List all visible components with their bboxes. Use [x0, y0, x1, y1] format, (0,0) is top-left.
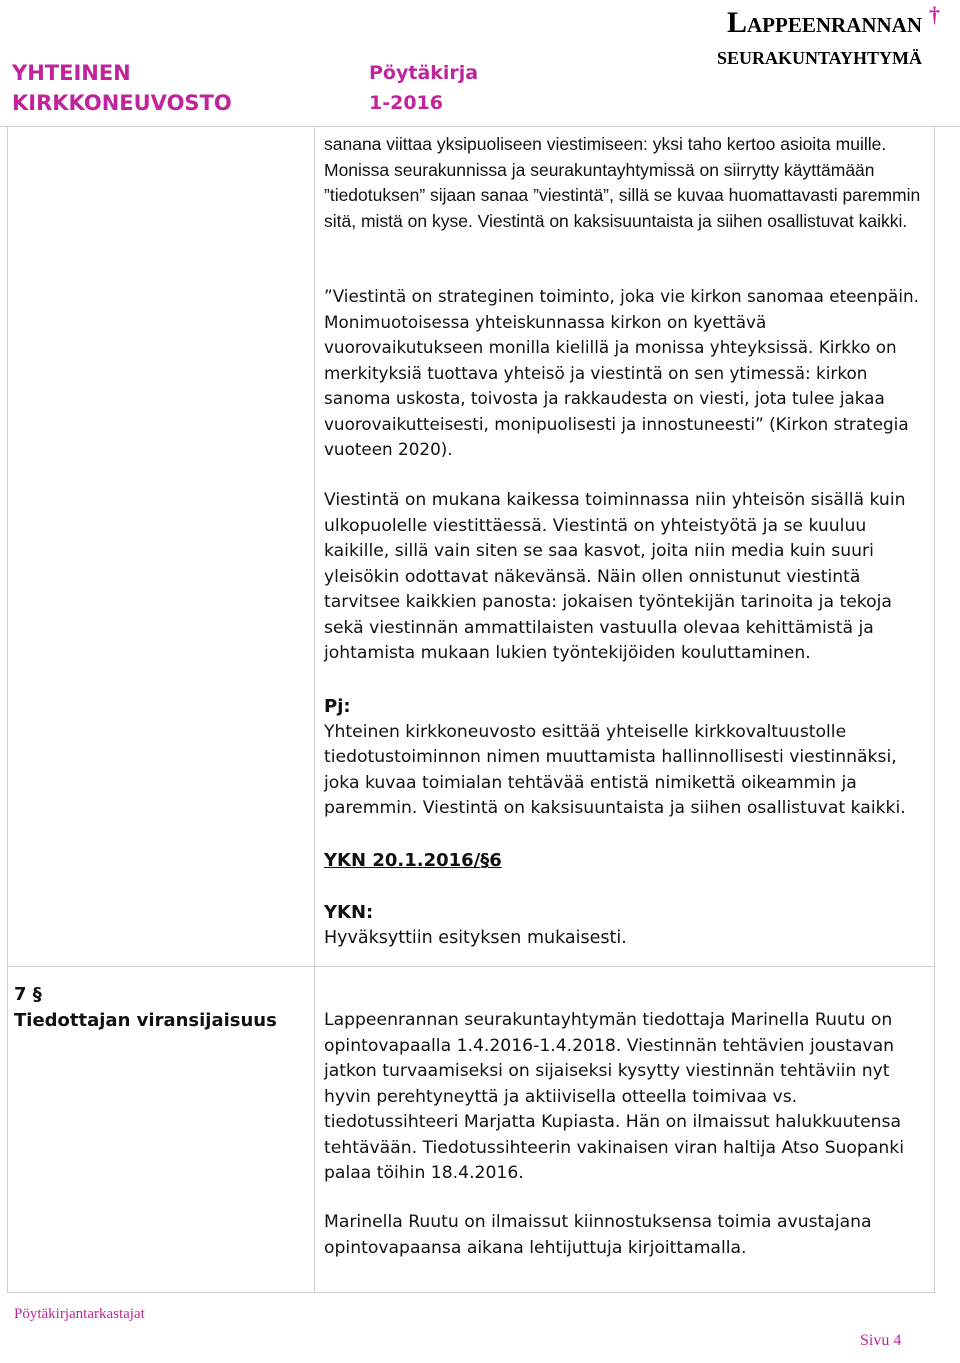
cross-icon: †	[929, 2, 940, 27]
meeting-reference	[324, 848, 924, 874]
board-decision-text: Hyväksyttiin esityksen mukaisesti.	[324, 927, 627, 948]
footer-reviewers-label: Pöytäkirjantarkastajat	[14, 1306, 145, 1322]
organization-line-2: KIRKKONEUVOSTO	[12, 91, 232, 115]
header-divider	[0, 126, 960, 127]
item-7-paragraph-2: Marinella Ruutu on ilmaissut kiinnostuksensa toimia avustajana opintovapaansa aikana lehtijuttuja kirjoittamalla.	[324, 1212, 872, 1258]
document-number: 1-2016	[369, 92, 443, 114]
content-column-border-top	[314, 126, 315, 966]
board-decision	[324, 900, 924, 951]
continuation-paragraph-2: ”Viestintä on strateginen toiminto, joka vie kirkon sanomaa eteenpäin. Monimuotoisessa yhteiskunnassa kirkon on kyettävä vuorovaikutukseen monilla kielillä ja monissa yhteyksissä. Kirkko on merkityksiä tuottava yhteisö ja viestintä on sen ytimessä: kirkon sanoma uskosta, toivosta ja rakkaudesta on viesti, jota tulee jakaa vuorovaikutteisesti, monipuolisesti ja innostuneesti” (Kirkon strategia vuoteen 2020).	[324, 286, 919, 459]
row-divider	[7, 966, 935, 967]
meeting-reference-text: YKN 20.1.2016/§6	[324, 850, 502, 871]
item-title: Tiedottajan viransijaisuus	[14, 1010, 277, 1031]
page-number: Sivu 4	[860, 1332, 902, 1349]
left-column-border-top	[7, 126, 8, 966]
chairman-proposal	[324, 694, 924, 822]
document-type-label: Pöytäkirja	[369, 62, 479, 84]
item-7-label	[14, 982, 277, 1034]
parish-name-line-1: Lappeenrannan	[726, 6, 922, 39]
organization-line-1: YHTEINEN	[12, 61, 131, 85]
board-decision-heading: YKN:	[324, 902, 374, 923]
chairman-proposal-text: Yhteinen kirkkoneuvosto esittää yhteiselle kirkkovaltuustolle tiedotustoiminnon nimen muuttamista hallinnollisesti viestinnäksi, joka kuvaa toimialan tehtävää entistä nimikettä oikeammin ja paremmin. Viestintä on kaksisuuntaista ja siihen osallistuvat kaikki.	[324, 721, 906, 818]
item-7-paragraph-1: Lappeenrannan seurakuntayhtymän tiedottaja Marinella Ruutu on opintovapaalla 1.4.2016-1.4.2018. Viestinnän tehtävien joustavan jatkon turvaamiseksi on sijaiseksi kysytty viestinnän tehtäviin nyt hyvin perehtyneyttä ja aktiivisella otteella toimivaa vs. tiedotussihteeri Marjatta Kupiasta. Hän on ilmaissut halukkuutensa tehtävään. Tiedotussihteerin vakinaisen viran haltija Atso Suopanki palaa töihin 18.4.2016.	[324, 1010, 904, 1183]
organization-name	[12, 58, 232, 118]
parish-logo-text	[716, 2, 940, 70]
right-border-bottom	[934, 966, 935, 1292]
content-column-border-bottom	[314, 966, 315, 1292]
item-number: 7 §	[14, 984, 42, 1005]
chairman-heading: Pj:	[324, 696, 351, 717]
parish-name-line-2: seurakuntayhtymä	[716, 41, 922, 70]
right-border-top	[934, 126, 935, 966]
footer-divider	[7, 1292, 935, 1293]
left-column-border-bottom	[7, 966, 8, 1292]
continuation-paragraph-3: Viestintä on mukana kaikessa toiminnassa niin yhteisön sisällä kuin ulkopuolelle viestittäessä. Viestintä on yhteistyötä ja se kuuluu kaikille, sillä vain siten se saa kasvot, joita niin media kuin suuri yleisökin odottavat näkevänsä. Näin ollen onnistunut viestintä tarvitsee kaikkien panosta: jokaisen työntekijän tarinoita ja tekoja sekä viestinnän ammattilaisten vastuulla olevaa kehittämistä ja johtamista mukaan lukien työntekijöiden kouluttaminen.	[324, 490, 906, 663]
document-type	[369, 58, 478, 118]
continuation-paragraph-1: sanana viittaa yksipuoliseen viestimiseen: yksi taho kertoo asioita muille. Monissa seurakunnissa ja seurakuntayhtymissä on siirrytty käyttämään ”tiedotuksen” sijaan sanaa ”viestintä”, sillä se kuvaa huomattavasti paremmin sitä, mistä on kyse. Viestintä on kaksisuuntaista ja siihen osallistuvat kaikki.	[324, 134, 921, 231]
